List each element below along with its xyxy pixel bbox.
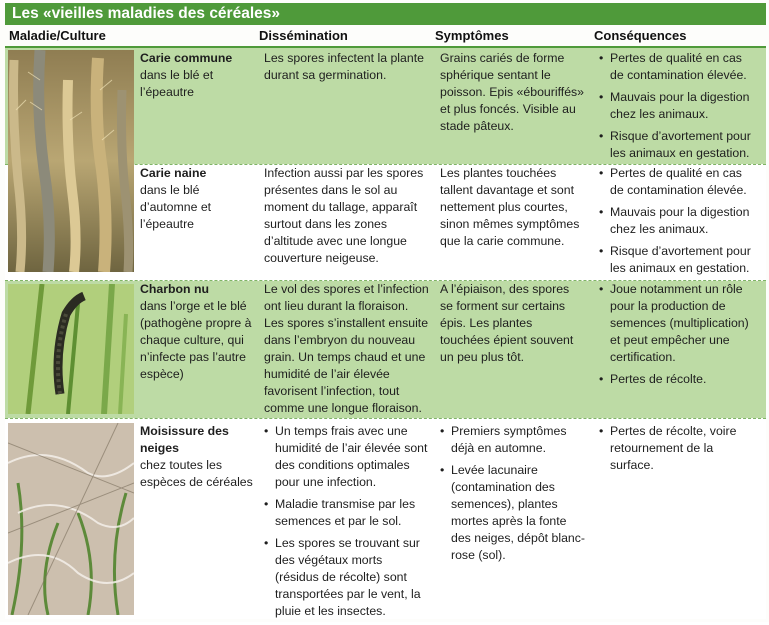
cell-symptomes: Grains cariés de forme sphérique sentant le poisson. Epis «ébouriffés» et plus foncés. Visible au stade pâteux.: [440, 51, 585, 133]
cell-maladie: [140, 165, 255, 233]
symptom-item: • Premiers symptômes déjà en automne.: [440, 423, 585, 457]
disease-name: Carie naine: [140, 166, 207, 180]
symptom-item: • Levée lacunaire (contamination des semences), plantes mortes après la fonte des neiges, dépôt blanc-rose (sol).: [440, 462, 585, 564]
consequence-item: • Pertes de récolte, voire retournement de la surface.: [599, 423, 759, 474]
disease-name: Charbon nu: [140, 282, 209, 296]
disease-culture: dans le blé d’automne et l’épeautre: [140, 183, 212, 231]
page-title: Les «vieilles maladies des céréales»: [12, 5, 280, 22]
header-consequences: Conséquences: [594, 28, 687, 43]
consequence-item: • Risque d’avortement pour les animaux en gestation.: [599, 128, 759, 162]
header-dissemination: Dissémination: [259, 28, 348, 43]
disease-culture: chez toutes les espèces de céréales: [140, 458, 253, 489]
header-symptomes: Symptômes: [435, 28, 509, 43]
dissemination-item: • Maladie transmise par les semences et par le sol.: [264, 496, 429, 530]
consequence-item: • Pertes de qualité en cas de contamination élevée.: [599, 165, 759, 199]
cell-consequences: [599, 281, 759, 393]
consequence-item: • Mauvais pour la digestion chez les animaux.: [599, 204, 759, 238]
snow-mould-photo: [8, 423, 134, 615]
consequence-item: • Pertes de qualité en cas de contamination élevée.: [599, 50, 759, 84]
disease-culture: dans l’orge et le blé (pathogène propre à chaque culture, qui n’infecte pas l’autre espèce): [140, 299, 252, 381]
smutted-ear-photo: [8, 284, 134, 414]
header-maladie-culture: Maladie/Culture: [9, 28, 106, 43]
wheat-ears-photo: [8, 50, 134, 272]
cell-dissemination: Le vol des spores et l’infection ont lieu durant la floraison. Les spores s’installent ensuite dans l’embryon du nouveau grain. Un temps chaud et une humidité de l’air élevée favorisent l’infection, tout comme une longue floraison.: [264, 282, 429, 415]
cell-maladie: [140, 423, 255, 491]
disease-name: Moisissure des neiges: [140, 424, 229, 455]
table-row: [5, 419, 766, 619]
cell-dissemination: Infection aussi par les spores présentes dans le sol au moment du tallage, apparaît surtout dans les zones d’altitude avec une longue couverture neigeuse.: [264, 166, 424, 265]
cell-maladie: [140, 281, 255, 383]
cell-dissemination: Les spores infectent la plante durant sa germination.: [264, 51, 424, 82]
consequence-item: • Risque d’avortement pour les animaux en gestation.: [599, 243, 759, 277]
cell-consequences: [599, 165, 759, 282]
cell-dissemination: [264, 423, 429, 625]
cell-symptomes: [440, 423, 585, 569]
cell-maladie: [140, 50, 255, 101]
cell-consequences: [599, 423, 759, 479]
cell-symptomes: A l’épiaison, des spores se forment sur certains épis. Les plantes touchées épient souvent un peu plus tôt.: [440, 282, 574, 364]
cell-consequences: [599, 50, 759, 167]
cell-symptomes: Les plantes touchées tallent davantage et sont nettement plus courtes, sinon mêmes symptômes que la carie commune.: [440, 166, 580, 248]
consequence-item: • Mauvais pour la digestion chez les animaux.: [599, 89, 759, 123]
dissemination-item: • Les spores se trouvant sur des végétaux morts (résidus de récolte) sont transportées par le vent, la pluie et les insectes.: [264, 535, 429, 620]
consequence-item: • Joue notamment un rôle pour la production de semences (multiplication) et peut empêcher une certification.: [599, 281, 759, 366]
dissemination-item: • Un temps frais avec une humidité de l’air élevée sont des conditions optimales pour une infection.: [264, 423, 429, 491]
consequence-item: • Pertes de récolte.: [599, 371, 759, 388]
disease-name: Carie commune: [140, 51, 233, 65]
table-header: [5, 26, 766, 48]
title-bar: [5, 3, 766, 25]
table-row: [5, 281, 766, 418]
disease-culture: dans le blé et l’épeautre: [140, 68, 214, 99]
